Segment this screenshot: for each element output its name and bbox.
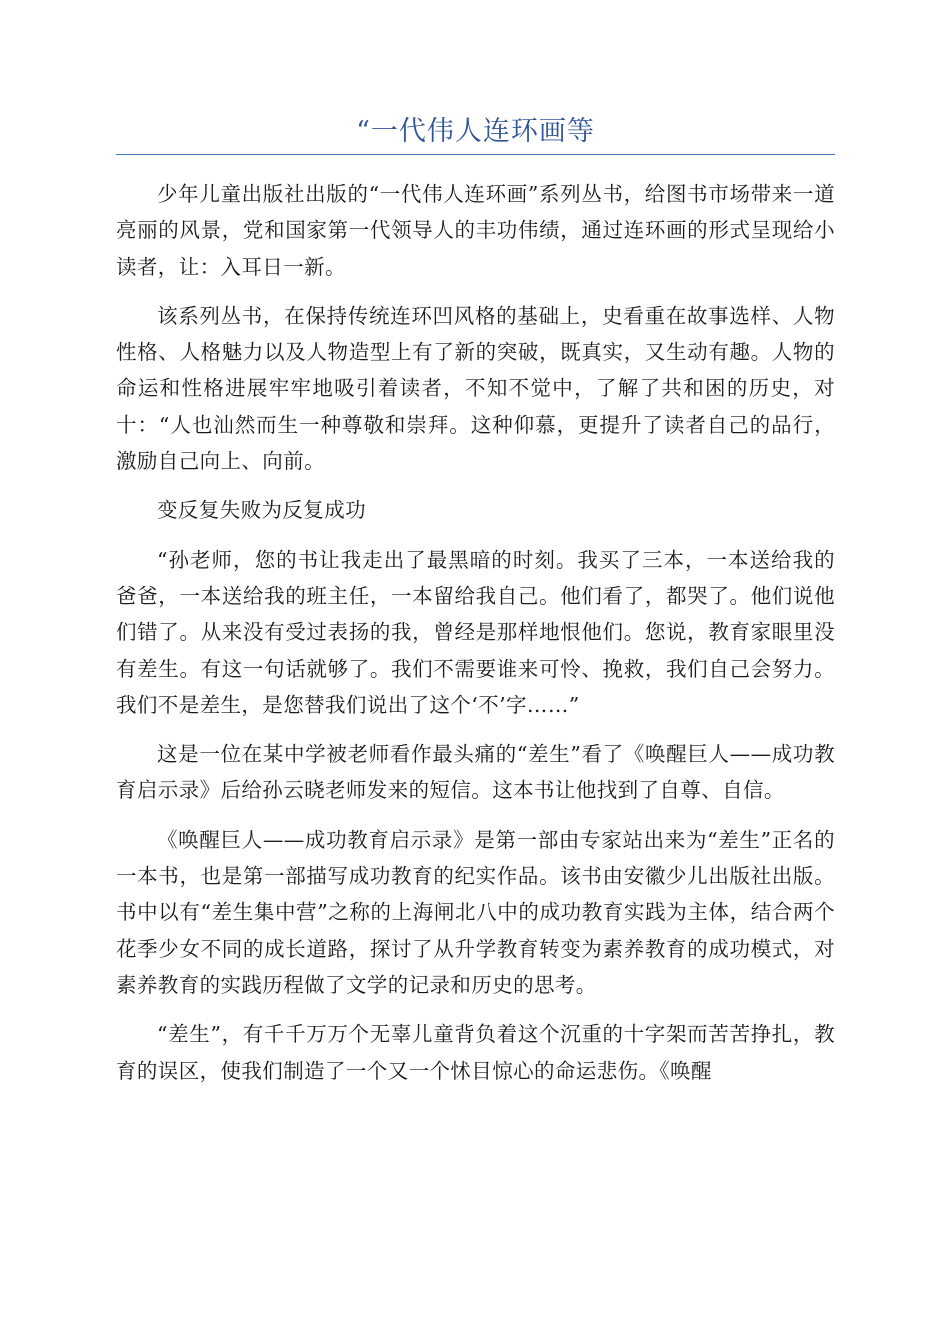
section-heading: 变反复失败为反复成功 xyxy=(157,498,366,523)
paragraph: “差生”，有千千万万个无辜儿童背负着这个沉重的十字架而苦苦挣扎，教育的误区，使我们制造了一个又一个怵目惊心的命运悲伤。《唤醒 xyxy=(116,1022,835,1083)
document-title: “一代伟人连环画等 xyxy=(356,116,595,147)
title-underline xyxy=(116,154,835,155)
paragraph: 《唤醒巨人——成功教育启示录》是第一部由专家站出来为“差生”正名的一本书，也是第一部描写成功教育的纪实作品。该书由安徽少儿出版社出版。书中以有“差生集中营”之称的上海闸北八中的成功教育实践为主体，结合两个花季少女不同的成长道路，探讨了从升学教育转变为素养教育的成功模式，对素养教育的实践历程做了文学的记录和历史的思考。 xyxy=(116,827,835,997)
paragraph: 少年儿童出版社出版的“一代伟人连环画”系列丛书，给图书市场带来一道亮丽的风景，党和国家第一代领导人的丰功伟绩，通过连环画的形式呈现给小读者，让：入耳日一新。 xyxy=(116,182,835,279)
paragraph: “孙老师，您的书让我走出了最黑暗的时刻。我买了三本，一本送给我的爸爸，一本送给我的班主任，一本留给我自己。他们看了，都哭了。他们说他们错了。从来没有受过表扬的我，曾经是那样地恨他们。您说，教育家眼里没有差生。有这一句话就够了。我们不需要谁来可怜、挽救，我们自己会努力。我们不是差生，是您替我们说出了这个‘不’字……” xyxy=(116,547,835,717)
paragraph: 该系列丛书，在保持传统连环凹风格的基础上，史看重在故事选样、人物性格、人格魅力以及人物造型上有了新的突破，既真实，又生动有趣。人物的命运和性格进展牢牢地吸引着读者，不知不觉中，了解了共和困的历史，对十：“人也汕然而生一种尊敬和崇拜。这种仰慕，更提升了读者自己的品行，激励自己向上、向前。 xyxy=(116,303,835,474)
document-body xyxy=(116,176,835,1102)
paragraph: 这是一位在某中学被老师看作最头痛的“差生”看了《唤醒巨人——成功教育启示录》后给孙云晓老师发来的短信。这本书让他找到了自尊、自信。 xyxy=(116,742,835,803)
